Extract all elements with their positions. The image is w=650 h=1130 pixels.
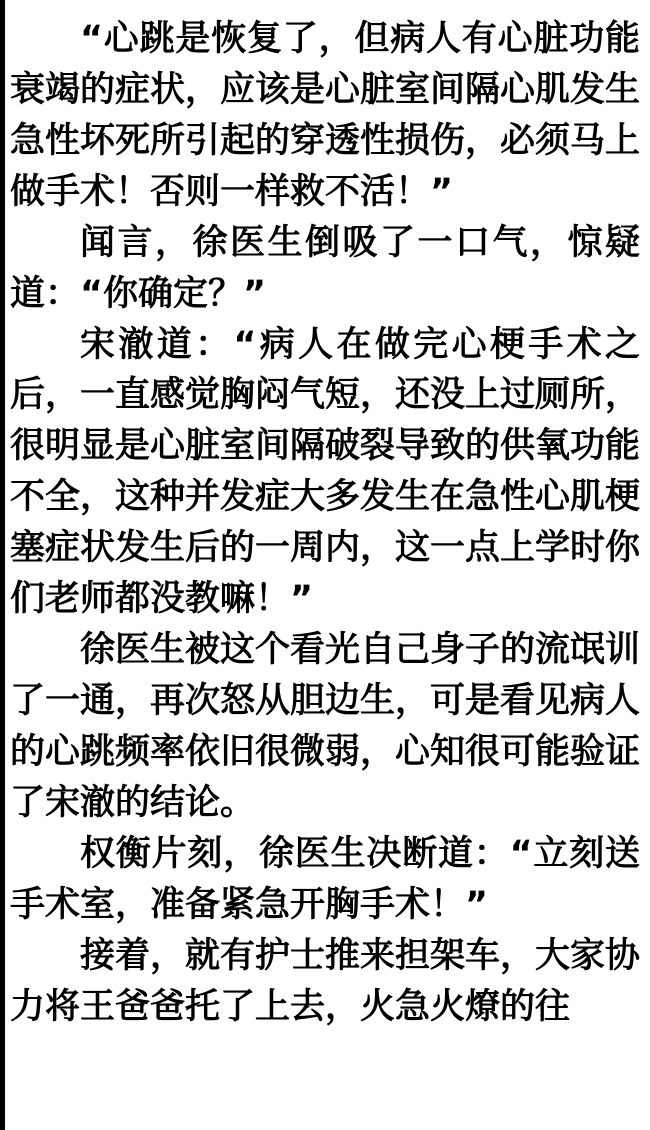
- paragraph: 闻言，徐医生倒吸了一口气，惊疑道：“你确定？”: [10, 222, 640, 314]
- paragraph: 权衡片刻，徐医生决断道：“立刻送手术室，准备紧急开胸手术！”: [10, 833, 640, 925]
- paragraph: 徐医生被这个看光自己身子的流氓训了一通，再次怒从胆边生，可是看见病人的心跳频率依旧很微弱，心知很可能验证了宋澈的结论。: [10, 630, 641, 823]
- document-body: [10, 14, 640, 1032]
- paragraph: 宋澈道：“病人在做完心梗手术之后，一直感觉胸闷气短，还没上过厕所，很明显是心脏室间隔破裂导致的供氧功能不全，这种并发症大多发生在急性心肌梗塞症状发生后的一周内，这一点上学时你们老师都没教嘛！”: [10, 324, 641, 620]
- left-accent-bar: [0, 0, 5, 1130]
- paragraph: “心跳是恢复了，但病人有心脏功能衰竭的症状，应该是心脏室间隔心肌发生急性坏死所引起的穿透性损伤，必须马上做手术！否则一样救不活！”: [10, 19, 641, 212]
- paragraph: 接着，就有护士推来担架车，大家协力将王爸爸托了上去，火急火燎的往: [10, 935, 641, 1027]
